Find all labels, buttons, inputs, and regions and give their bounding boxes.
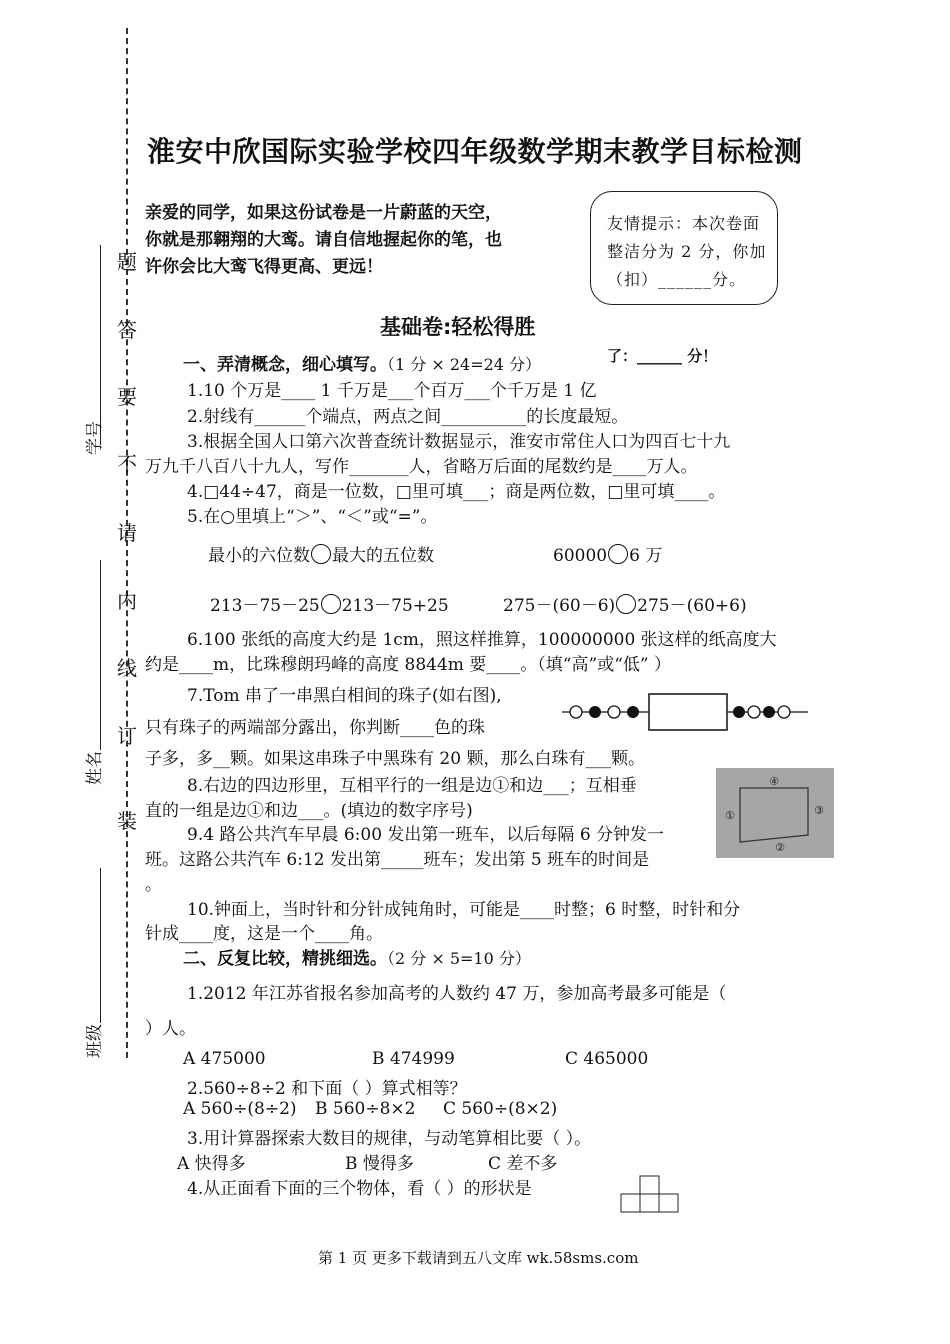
s2-question-3: 3.用计算器探索大数目的规律，与动笔算相比要（ ）。	[187, 1129, 592, 1149]
question-7-line3: 子多，多__颗。如果这串珠子中黑珠有 20 颗，那么白珠有___颗。	[145, 749, 645, 769]
class-underline	[100, 868, 101, 1023]
section-subtitle: 基础卷:轻松得胜	[380, 315, 536, 339]
label-student-id: 学号	[85, 421, 105, 455]
label-class: 班级	[85, 1024, 105, 1058]
compare-a-left: 最小的六位数	[208, 546, 310, 566]
s2-question-2: 2.560÷8÷2 和下面（ ）算式相等？	[187, 1079, 467, 1099]
compare-row-2a	[210, 591, 449, 616]
compare-row-2b	[503, 591, 747, 616]
question-3-line1: 3.根据全国人口第六次普查统计数据显示，淮安市常住人口为四百七十九	[187, 432, 731, 452]
compare-c-left: 213－75－25	[210, 596, 320, 616]
question-9-line3: 。	[145, 875, 162, 895]
question-8-line2: 直的一组是边①和边___。(填边的数字序号)	[145, 801, 473, 821]
section1-heading	[183, 350, 541, 375]
section1-title: 一、弄清概念，细心填写。	[183, 355, 387, 375]
section2-score: （2 分 × 5=10 分）	[387, 949, 531, 968]
compare-circle[interactable]	[311, 544, 331, 564]
section2-heading	[183, 944, 531, 969]
compare-b-left: 60000	[553, 546, 608, 566]
exam-title: 淮安中欣国际实验学校四年级数学期末教学目标检测	[147, 135, 803, 168]
bead-string-figure	[562, 690, 810, 734]
margin-char: 装	[117, 809, 137, 833]
s2-q2-option-c[interactable]: C 560÷(8×2)	[443, 1099, 558, 1119]
compare-c-right: 213－75+25	[341, 596, 449, 616]
margin-char: 答	[117, 318, 137, 342]
s2-question-1-line1: 1.2012 年江苏省报名参加高考的人数约 47 万，参加高考最多可能是（	[187, 984, 727, 1004]
compare-d-right: 275－(60+6)	[637, 596, 747, 616]
s2-q3-option-b[interactable]: B 慢得多	[345, 1154, 414, 1174]
question-4: 4.□44÷47，商是一位数，□里可填___；商是两位数，□里可填____。	[187, 482, 726, 502]
margin-char: 线	[117, 656, 137, 680]
s2-q3-option-a[interactable]: A 快得多	[177, 1154, 246, 1174]
s2-q2-option-b[interactable]: B 560÷8×2	[315, 1099, 416, 1119]
s2-q1-option-c[interactable]: C 465000	[565, 1049, 649, 1069]
question-10-line1: 10.钟面上，当时针和分针成钝角时，可能是____时整；6 时整，时针和分	[187, 900, 741, 920]
compare-b-right: 6 万	[629, 546, 663, 566]
question-3-line2: 万九千八百八十九人，写作_______人，省略万后面的尾数约是____万人。	[145, 457, 698, 477]
margin-char: 订	[117, 724, 137, 748]
compare-row-1a	[208, 541, 434, 566]
quad-label-bottom: ②	[775, 841, 785, 854]
s2-q1-option-b[interactable]: B 474999	[372, 1049, 455, 1069]
compare-d-left: 275－(60－6)	[503, 596, 616, 616]
intro-message: 亲爱的同学，如果这份试卷是一片蔚蓝的天空，你就是那翱翔的大鸾。请自信地握起你的笔，也许你会比大鸾飞得更高、更远！	[145, 203, 502, 277]
question-7-line1: 7.Tom 串了一串黑白相间的珠子(如右图),	[187, 686, 502, 706]
question-2: 2.射线有______个端点，两点之间__________的长度最短。	[187, 407, 629, 427]
question-7-line2: 只有珠子的两端部分露出，你判断____色的珠	[145, 718, 485, 738]
label-name: 姓名	[85, 751, 105, 785]
question-6-line1: 6.100 张纸的高度大约是 1cm，照这样推算，100000000 张这样的纸高度大	[187, 630, 777, 650]
s2-question-1-line2: ）人。	[145, 1019, 196, 1039]
margin-char: 内	[117, 589, 137, 613]
section1-score: （1 分 × 24=24 分）	[387, 355, 542, 374]
compare-a-right: 最大的五位数	[332, 546, 434, 566]
quad-label-top: ④	[769, 775, 779, 788]
s2-question-4: 4.从正面看下面的三个物体，看（ ）的形状是	[187, 1179, 532, 1199]
compare-circle[interactable]	[608, 544, 628, 564]
s2-q2-option-a[interactable]: A 560÷(8÷2)	[183, 1099, 297, 1119]
question-6-line2: 约是____m，比珠穆朗玛峰的高度 8844m 要____。（填“高”或“低” ）	[145, 655, 671, 675]
margin-char: 不	[117, 452, 137, 476]
margin-char: 题	[117, 250, 137, 274]
question-5: 5.在○里填上“＞”、“＜”或“=”。	[187, 507, 438, 527]
margin-char: 要	[117, 385, 137, 409]
quad-label-right: ③	[814, 804, 824, 817]
quad-label-left: ①	[725, 809, 735, 822]
quadrilateral-figure	[716, 768, 834, 858]
question-9-line1: 9.4 路公共汽车早晨 6:00 发出第一班车，以后每隔 6 分钟发一	[187, 825, 665, 845]
compare-circle[interactable]	[321, 594, 341, 614]
name-underline	[100, 560, 101, 750]
question-1: 1.10 个万是____ 1 千万是___个百万___个千万是 1 亿	[187, 381, 597, 401]
compare-row-1b	[553, 541, 662, 566]
question-8-line1: 8.右边的四边形里，互相平行的一组是边①和边___；互相垂	[187, 776, 637, 796]
tip-text: 友情提示：本次卷面整洁分为 2 分，你加（扣）______分。	[607, 214, 767, 289]
front-view-figure	[620, 1175, 680, 1213]
id-underline	[100, 245, 101, 445]
margin-char: 请	[117, 521, 137, 545]
s2-q3-option-c[interactable]: C 差不多	[488, 1154, 558, 1174]
tip-tail: 了：______ 分！	[607, 347, 718, 365]
question-10-line2: 针成____度，这是一个____角。	[145, 924, 383, 944]
section2-title: 二、反复比较，精挑细选。	[183, 949, 387, 969]
s2-q1-option-a[interactable]: A 475000	[183, 1049, 266, 1069]
question-9-line2: 班。这路公共汽车 6:12 发出第_____班车；发出第 5 班车的时间是	[145, 850, 650, 870]
compare-circle[interactable]	[616, 594, 636, 614]
page-footer: 第 1 页 更多下载请到五八文库 wk.58sms.com	[318, 1249, 639, 1267]
